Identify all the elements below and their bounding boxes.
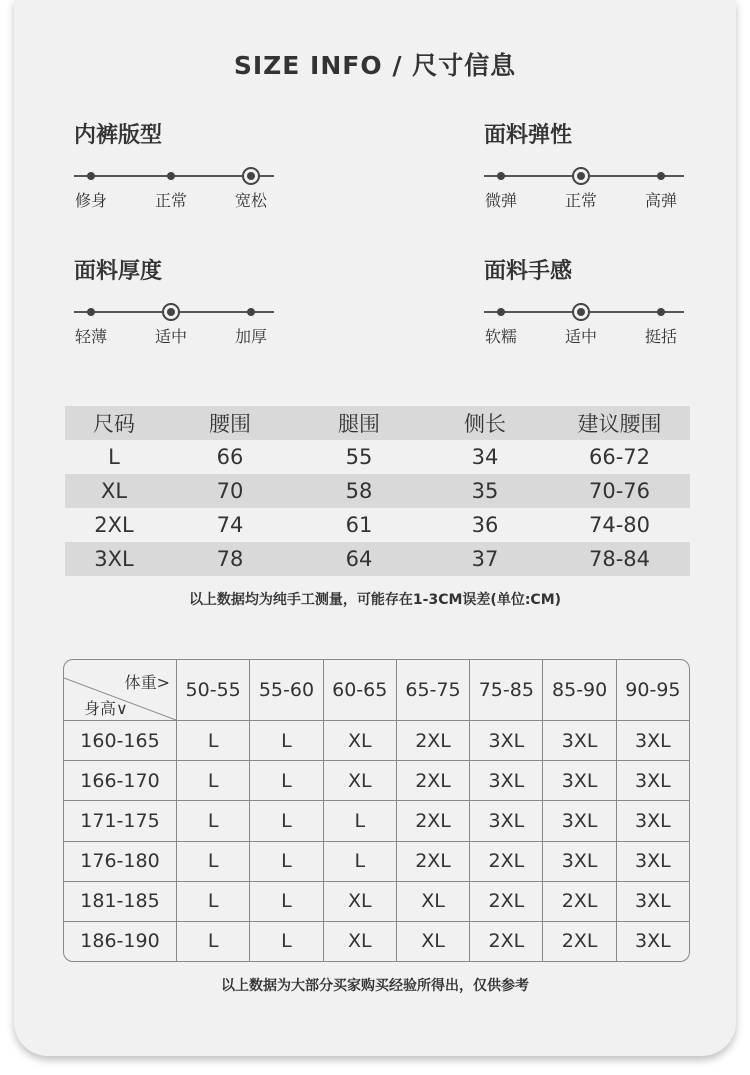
table-row — [64, 761, 689, 801]
attr-scale — [74, 166, 274, 186]
reference-note: 以上数据为大部分买家购买经验所得出，仅供参考 — [221, 978, 529, 994]
attr-scale — [484, 302, 684, 322]
table-cell: 61 — [345, 513, 373, 537]
attr-scale — [484, 166, 684, 186]
selected-marker — [242, 167, 260, 185]
attr-name: 面料手感 — [484, 259, 573, 284]
size-cell: 3XL — [543, 761, 616, 801]
scale-marker — [87, 308, 95, 316]
scale-label: 挺括 — [644, 327, 678, 346]
table-cell: 2XL — [94, 513, 134, 537]
scale-marker — [657, 308, 665, 316]
scale-label: 正常 — [154, 191, 188, 210]
size-table — [65, 406, 690, 576]
size-cell: XL — [323, 761, 396, 801]
size-col-header: 侧长 — [464, 412, 506, 436]
table-row — [64, 841, 689, 881]
height-axis-label: 身高∨ — [84, 699, 128, 718]
height-cell: 186-190 — [64, 921, 177, 961]
size-cell: 3XL — [470, 801, 543, 841]
weight-header: 55-60 — [250, 660, 323, 721]
scale-label: 软糯 — [484, 327, 518, 346]
size-cell: 2XL — [470, 921, 543, 961]
table-row — [64, 881, 689, 921]
table-cell: 78-84 — [588, 547, 651, 571]
size-col-header: 建议腰围 — [577, 412, 662, 436]
attr-name: 内裤版型 — [74, 123, 163, 148]
table-cell: 66 — [216, 445, 244, 469]
size-cell: XL — [323, 721, 396, 761]
table-cell: 78 — [216, 547, 244, 571]
size-table-header — [65, 406, 690, 440]
table-cell: 66-72 — [588, 445, 651, 469]
size-col-header: 尺码 — [93, 412, 135, 436]
size-cell: 3XL — [470, 721, 543, 761]
size-cell: 2XL — [543, 881, 616, 921]
scale-label: 高弹 — [644, 191, 678, 210]
attr-scale — [74, 302, 274, 322]
size-cell: L — [177, 801, 250, 841]
size-cell: 3XL — [616, 761, 689, 801]
height-cell: 176-180 — [64, 841, 177, 881]
weight-header: 50-55 — [177, 660, 250, 721]
size-cell: 2XL — [396, 801, 469, 841]
size-cell: L — [177, 761, 250, 801]
table-cell: 74-80 — [588, 513, 651, 537]
size-cell: L — [250, 761, 323, 801]
table-cell: 64 — [345, 547, 373, 571]
selected-marker — [572, 167, 590, 185]
scale-marker — [497, 308, 505, 316]
table-cell: XL — [100, 479, 128, 503]
size-cell: 2XL — [543, 921, 616, 961]
weight-header: 60-65 — [323, 660, 396, 721]
measurement-note: 以上数据均为纯手工测量，可能存在1-3CM误差(单位:CM) — [188, 592, 562, 608]
height-cell: 181-185 — [64, 881, 177, 921]
weight-header: 85-90 — [543, 660, 616, 721]
scale-marker — [247, 308, 255, 316]
scale-marker — [657, 172, 665, 180]
fit-grid-table — [64, 660, 689, 961]
fit-grid — [63, 659, 690, 962]
size-cell: XL — [323, 881, 396, 921]
size-cell: L — [250, 721, 323, 761]
size-cell: XL — [323, 921, 396, 961]
height-cell: 160-165 — [64, 721, 177, 761]
height-cell: 166-170 — [64, 761, 177, 801]
table-cell: 55 — [345, 445, 373, 469]
scale-label: 微弹 — [484, 191, 518, 210]
size-cell: 2XL — [470, 881, 543, 921]
scale-label: 正常 — [564, 191, 598, 210]
size-cell: 3XL — [543, 801, 616, 841]
table-row — [64, 921, 689, 961]
size-cell: L — [323, 801, 396, 841]
table-row — [65, 542, 690, 576]
height-cell: 171-175 — [64, 801, 177, 841]
table-cell: 34 — [471, 445, 499, 469]
table-row — [65, 508, 690, 542]
scale-marker — [87, 172, 95, 180]
table-cell: 35 — [471, 479, 499, 503]
size-cell: 2XL — [396, 721, 469, 761]
scale-label: 适中 — [154, 327, 188, 346]
table-cell: 36 — [471, 513, 499, 537]
table-cell: 70 — [216, 479, 244, 503]
table-cell: 74 — [216, 513, 244, 537]
size-cell: 2XL — [470, 841, 543, 881]
weight-header: 75-85 — [470, 660, 543, 721]
weight-header: 90-95 — [616, 660, 689, 721]
table-cell: L — [108, 445, 120, 469]
size-cell: 2XL — [396, 841, 469, 881]
weight-axis-label: 体重> — [124, 673, 170, 692]
scale-label: 轻薄 — [74, 327, 108, 346]
size-cell: 3XL — [616, 801, 689, 841]
scale-label: 适中 — [564, 327, 598, 346]
size-cell: L — [177, 921, 250, 961]
size-cell: 3XL — [470, 761, 543, 801]
size-cell: 3XL — [635, 930, 671, 953]
size-cell: L — [177, 721, 250, 761]
size-cell: XL — [396, 881, 469, 921]
table-cell: 58 — [345, 479, 373, 503]
weight-header: 65-75 — [396, 660, 469, 721]
attr-name: 面料厚度 — [74, 259, 163, 284]
size-cell: L — [323, 841, 396, 881]
table-cell: 37 — [471, 547, 499, 571]
attr-name: 面料弹性 — [484, 123, 573, 148]
size-cell: XL — [396, 921, 469, 961]
scale-label: 修身 — [74, 191, 108, 210]
fit-grid-header — [64, 660, 689, 721]
table-row — [65, 440, 690, 474]
size-col-header: 腰围 — [209, 412, 251, 436]
size-cell: L — [250, 801, 323, 841]
scale-marker — [497, 172, 505, 180]
size-cell: 3XL — [616, 881, 689, 921]
selected-marker — [162, 303, 180, 321]
corner-cell — [64, 660, 177, 721]
size-cell: 2XL — [396, 761, 469, 801]
size-cell: L — [177, 881, 250, 921]
table-cell: 3XL — [94, 547, 134, 571]
size-cell: L — [250, 881, 323, 921]
table-row — [65, 474, 690, 508]
size-cell: 3XL — [543, 841, 616, 881]
scale-label: 宽松 — [234, 191, 268, 210]
size-cell: 3XL — [543, 721, 616, 761]
size-cell: 3XL — [616, 841, 689, 881]
size-col-header: 腿围 — [338, 412, 380, 436]
selected-marker — [572, 303, 590, 321]
page-title: SIZE INFO / 尺寸信息 — [233, 51, 517, 80]
table-cell: 70-76 — [588, 479, 651, 503]
size-cell: L — [250, 921, 323, 961]
table-row — [64, 721, 689, 761]
table-row — [64, 801, 689, 841]
size-cell: L — [177, 841, 250, 881]
scale-label: 加厚 — [234, 327, 268, 346]
size-cell: L — [250, 841, 323, 881]
size-cell: 3XL — [616, 721, 689, 761]
scale-marker — [167, 172, 175, 180]
